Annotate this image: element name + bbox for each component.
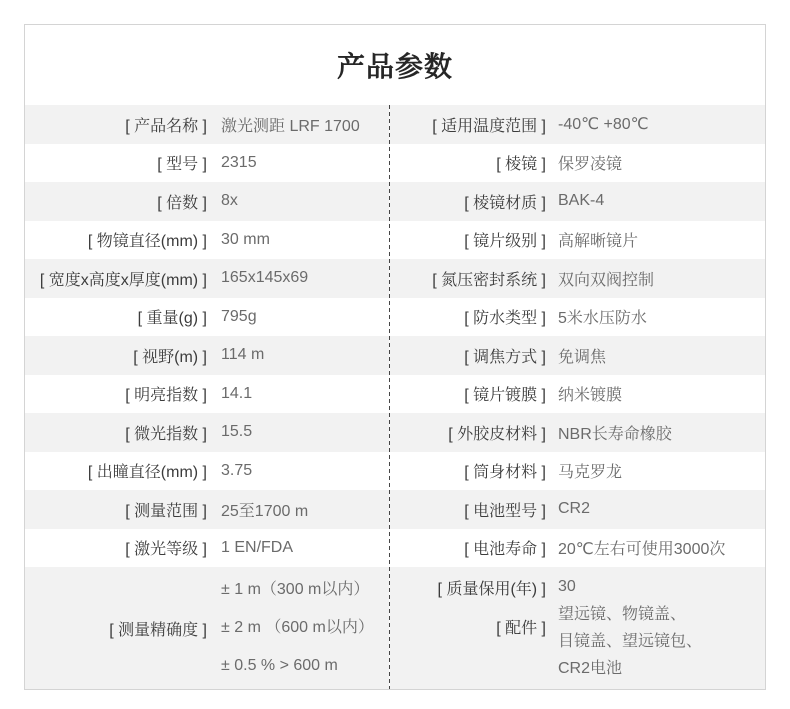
spec-label: [ 激光等级 ] <box>125 541 207 559</box>
spec-row-prism-material <box>390 182 765 221</box>
spec-label: [ 棱镜材质 ] <box>464 194 546 212</box>
spec-value: 30 mm <box>221 230 270 248</box>
spec-label: [ 明亮指数 ] <box>125 387 207 405</box>
page-title: 产品参数 <box>336 51 453 82</box>
spec-label: [ 防水类型 ] <box>464 310 546 328</box>
spec-label: [ 配件 ] <box>496 620 546 637</box>
spec-value: 激光测距 LRF 1700 <box>221 117 360 135</box>
spec-label: [ 测量精确度 ] <box>109 621 207 639</box>
spec-value: CR2 <box>558 500 591 518</box>
spec-label: [ 型号 ] <box>157 156 207 174</box>
spec-label: [ 调焦方式 ] <box>464 348 546 366</box>
spec-row-focus-mode <box>390 336 765 375</box>
spec-label: [ 电池寿命 ] <box>464 541 546 559</box>
spec-row-laser-class <box>25 529 389 568</box>
spec-label: [ 物镜直径(mm) ] <box>87 233 207 251</box>
spec-value: 2315 <box>221 153 257 171</box>
spec-value-multiline <box>207 571 374 685</box>
spec-label: [ 微光指数 ] <box>125 425 207 443</box>
spec-row-exit-pupil <box>25 452 389 491</box>
spec-value: 30 <box>558 578 576 595</box>
spec-label: [ 氮压密封系统 ] <box>432 271 546 289</box>
spec-value: 1 EN/FDA <box>221 538 294 556</box>
spec-label: [ 测量范围 ] <box>125 502 207 520</box>
spec-row-field-of-view <box>25 336 389 375</box>
spec-label: [ 出瞳直径(mm) ] <box>87 464 207 482</box>
spec-row-dimensions <box>25 259 389 298</box>
spec-row-prism <box>390 144 765 183</box>
spec-row-weight <box>25 298 389 337</box>
spec-row-lens-coating <box>390 375 765 414</box>
spec-row-brightness-index <box>25 375 389 414</box>
spec-value: 8x <box>221 192 238 210</box>
spec-row-battery-model <box>390 490 765 529</box>
spec-row-model <box>25 144 389 183</box>
spec-value: -40℃ +80℃ <box>558 116 649 134</box>
spec-column-left <box>25 105 389 689</box>
spec-value: 14.1 <box>221 384 253 402</box>
spec-row-accessories <box>390 601 765 682</box>
spec-label: [ 筒身材料 ] <box>464 464 546 482</box>
spec-row-twilight-index <box>25 413 389 452</box>
spec-row-measure-range <box>25 490 389 529</box>
spec-value: BAK-4 <box>558 192 605 210</box>
spec-label: [ 镜片镀膜 ] <box>464 387 546 405</box>
spec-value: 5米水压防水 <box>558 310 647 328</box>
spec-row-rubber-material <box>390 413 765 452</box>
spec-value: NBR长寿命橡胶 <box>558 425 672 443</box>
accessories-line-2: 目镜盖、望远镜包、 <box>558 633 703 650</box>
spec-table <box>25 105 765 689</box>
spec-row-body-material <box>390 452 765 491</box>
spec-label: [ 质量保用(年) ] <box>437 580 546 598</box>
spec-label: [ 倍数 ] <box>157 194 207 212</box>
spec-label: [ 视野(m) ] <box>133 348 207 366</box>
spec-value: 15.5 <box>221 423 253 441</box>
spec-value: 3.75 <box>221 461 253 479</box>
spec-column-right <box>390 105 765 689</box>
spec-value: 795g <box>221 307 257 325</box>
spec-row-product-name <box>25 105 389 144</box>
accuracy-line-1: ± 1 m（300 m以内） <box>221 581 370 598</box>
spec-label: [ 产品名称 ] <box>125 117 207 135</box>
spec-bottom-right-section <box>390 567 765 689</box>
spec-row-temperature-range <box>390 105 765 144</box>
spec-value: 马克罗龙 <box>558 464 623 482</box>
product-spec-panel <box>24 24 766 690</box>
spec-value: 纳米镀膜 <box>558 387 623 405</box>
spec-row-magnification <box>25 182 389 221</box>
spec-row-battery-life <box>390 529 765 568</box>
spec-value: 114 m <box>221 346 265 364</box>
spec-row-accuracy <box>25 567 389 689</box>
spec-value: 双向双阀控制 <box>558 271 655 289</box>
spec-value: 免调焦 <box>558 348 607 366</box>
spec-value: 20℃左右可使用3000次 <box>558 541 726 559</box>
spec-label: [ 电池型号 ] <box>464 502 546 520</box>
accuracy-line-2: ± 2 m （600 m以内） <box>221 619 374 636</box>
spec-row-waterproof-type <box>390 298 765 337</box>
accuracy-line-3: ± 0.5 % > 600 m <box>221 657 338 674</box>
panel-header <box>25 25 765 105</box>
spec-label: [ 棱镜 ] <box>496 156 546 174</box>
spec-label: [ 外胶皮材料 ] <box>448 425 546 443</box>
spec-value: 保罗凌镜 <box>558 156 623 174</box>
spec-value: 高解晰镜片 <box>558 233 639 251</box>
spec-row-objective-diameter <box>25 221 389 260</box>
spec-label: [ 适用温度范围 ] <box>432 117 546 135</box>
accessories-line-3: CR2电池 <box>558 660 623 677</box>
spec-value: 25至1700 m <box>221 502 309 520</box>
spec-value-multiline <box>546 601 702 682</box>
spec-label: [ 镜片级别 ] <box>464 233 546 251</box>
accessories-line-1: 望远镜、物镜盖、 <box>558 606 687 623</box>
spec-row-warranty <box>390 573 765 601</box>
spec-value: 165x145x69 <box>221 269 309 287</box>
spec-label: [ 宽度x高度x厚度(mm) ] <box>39 271 207 289</box>
spec-label: [ 重量(g) ] <box>137 310 207 328</box>
spec-row-nitrogen-seal <box>390 259 765 298</box>
spec-row-lens-grade <box>390 221 765 260</box>
